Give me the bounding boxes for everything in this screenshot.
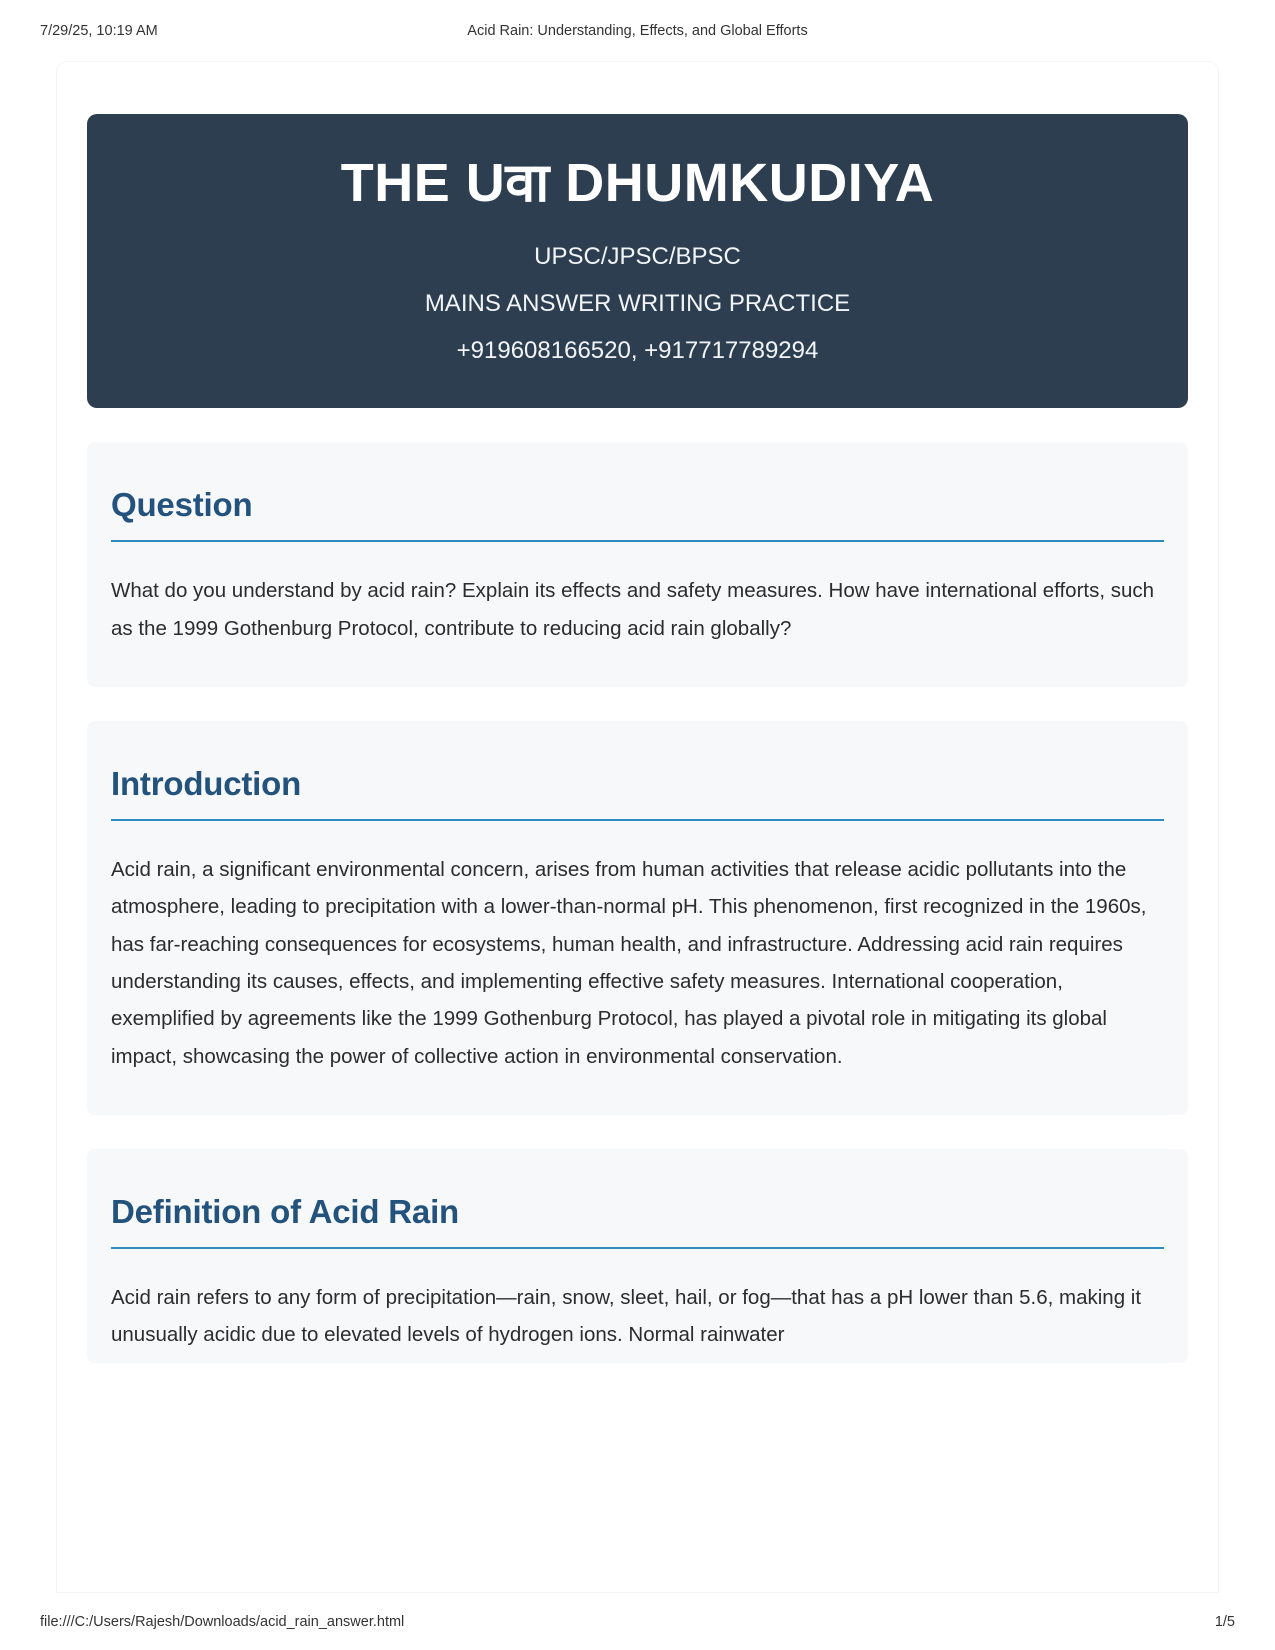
section-heading-question: Question <box>111 486 253 524</box>
section-divider <box>111 540 1164 542</box>
print-header <box>0 0 1275 62</box>
section-body-question: What do you understand by acid rain? Explain its effects and safety measures. How have international efforts, such as the 1999 Gothenburg Protocol, contribute to reducing acid rain globally? <box>111 579 1155 640</box>
print-footer-file-url: file:///C:/Users/Rajesh/Downloads/acid_rain_answer.html <box>40 1614 405 1630</box>
section-question <box>87 442 1188 687</box>
print-header-document-title: Acid Rain: Understanding, Effects, and Global Efforts <box>467 23 808 39</box>
banner-title: THE Uवा DHUMKUDIYA <box>340 153 935 213</box>
print-header-timestamp: 7/29/25, 10:19 AM <box>40 23 158 39</box>
document-body <box>57 62 1218 1363</box>
section-heading-definition: Definition of Acid Rain <box>111 1192 459 1230</box>
banner-subtitle-phone: +919608166520, +917717789294 <box>456 336 819 364</box>
print-footer <box>0 1592 1275 1650</box>
section-definition-of-acid-rain <box>87 1149 1188 1364</box>
section-divider <box>111 1247 1164 1249</box>
banner-subtitle-practice: MAINS ANSWER WRITING PRACTICE <box>424 289 851 317</box>
section-body-definition: Acid rain refers to any form of precipitation—rain, snow, sleet, hail, or fog—that has a pH lower than 5.6, making it unusually acidic due to elevated levels of hydrogen ions. Normal rainwater <box>111 1285 1142 1347</box>
print-footer-page-number: 1/5 <box>1214 1614 1235 1630</box>
banner-subtitle-exams: UPSC/JPSC/BPSC <box>534 243 741 271</box>
section-body-introduction: Acid rain, a significant environmental concern, arises from human activities that release acidic pollutants into the atmosphere, leading to precipitation with a lower-than-normal pH. This phenomenon, first recognized in the 1960s, has far-reaching consequences for ecosystems, human health, and infrastructure. Addressing acid rain requires understanding its causes, effects, and implementing effective safety measures. International cooperation, exemplified by agreements like the 1999 Gothenburg Protocol, has played a pivotal role in mitigating its global impact, showcasing the power of collective action in environmental conservation. <box>111 858 1147 1068</box>
section-heading-introduction: Introduction <box>111 765 302 803</box>
section-divider <box>111 819 1164 821</box>
section-introduction <box>87 721 1188 1115</box>
document-page <box>57 62 1218 1592</box>
document-banner <box>87 114 1188 408</box>
